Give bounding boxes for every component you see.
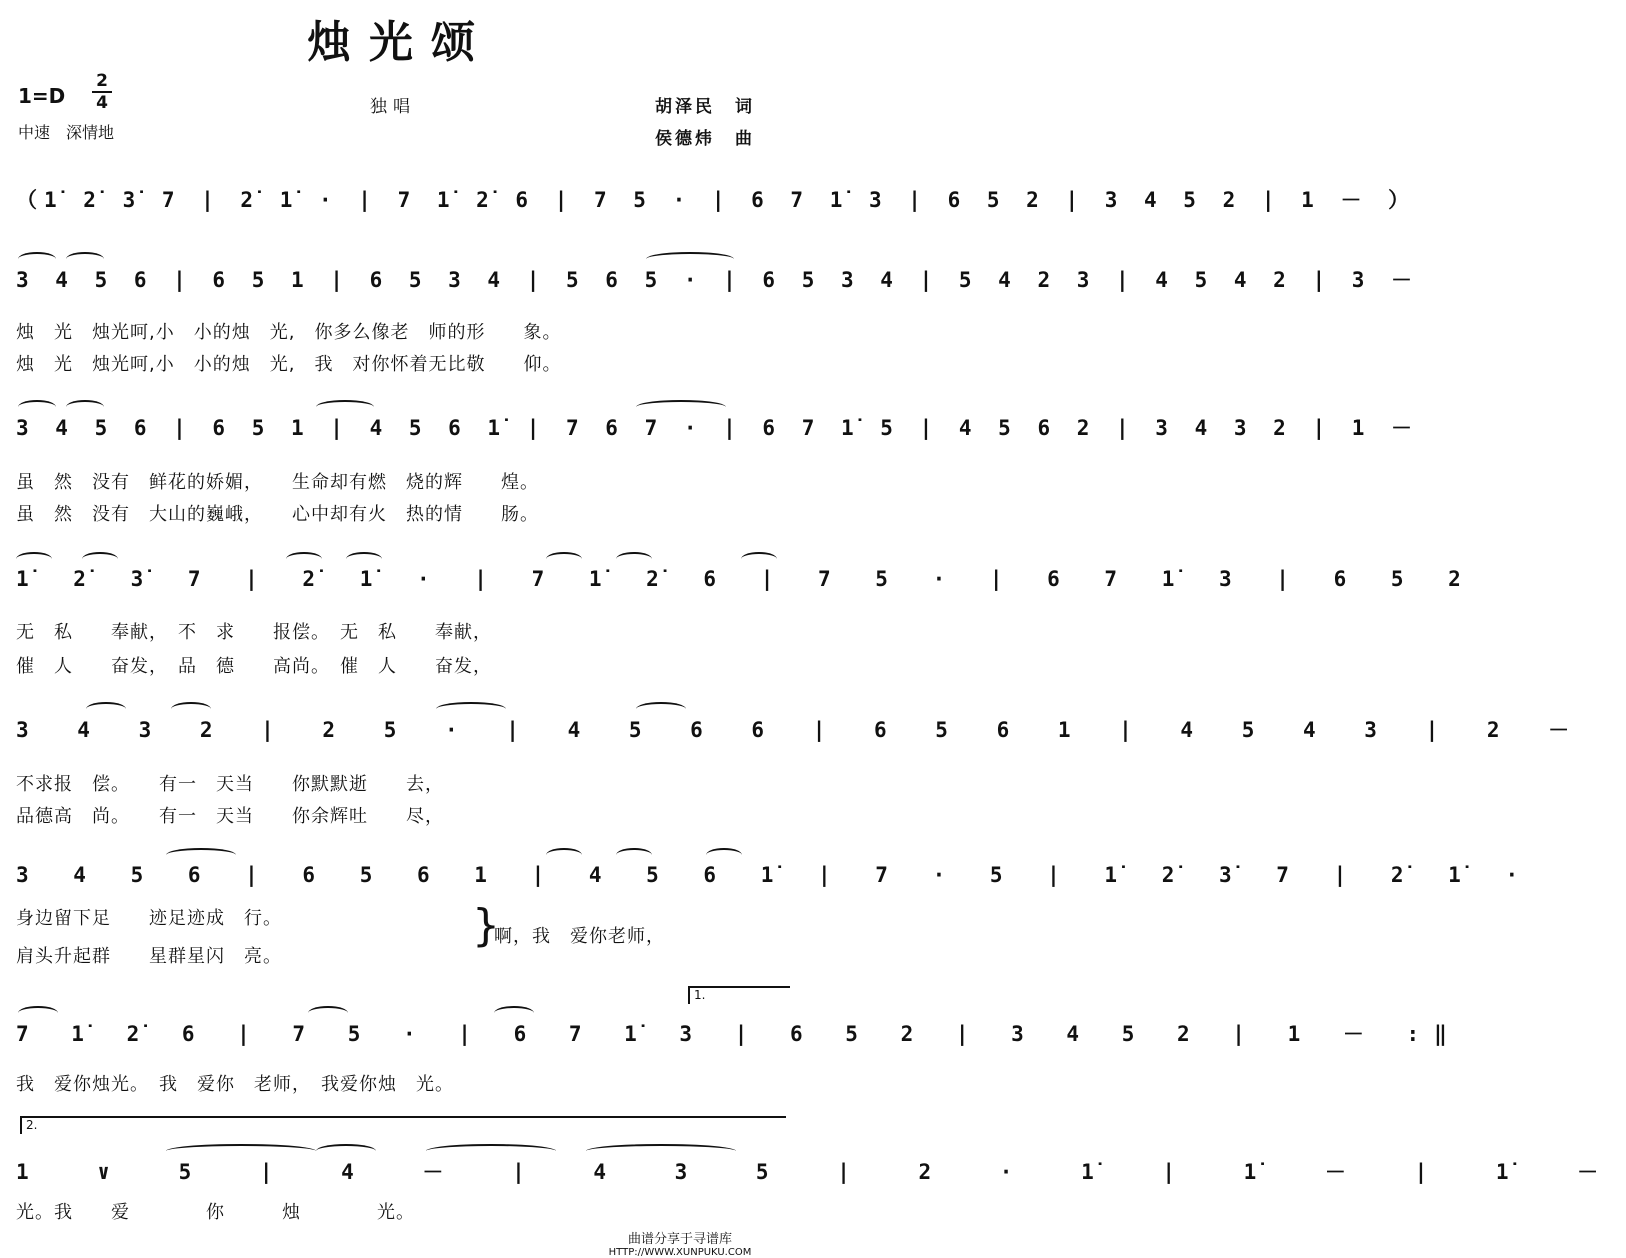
lyrics-row-5-verse-1: 身边留下足 迹足迹成 行。 bbox=[16, 908, 282, 929]
watermark bbox=[560, 1228, 800, 1258]
lyrics-row-5-refrain: 啊，我 爱你老师， bbox=[494, 926, 665, 947]
staff-row-5 bbox=[16, 852, 1535, 896]
lyrics-row-3-verse-1: 无 私 奉献， 不 求 报偿。 无 私 奉献， bbox=[16, 622, 492, 643]
intro-staff bbox=[16, 176, 1417, 220]
performance-mode: 独唱 bbox=[370, 97, 416, 117]
watermark-title: 曲谱分享于寻谱库 bbox=[627, 1232, 732, 1247]
staff-row-6 bbox=[16, 1010, 1462, 1054]
lyrics-row-7: 光。我 爱 你 烛 光。 bbox=[16, 1202, 415, 1223]
notes-row-1: 3 4 5 6 | 6 5 1 | 6 5 3 4 | 5 6 5 · | 6 5 3 4 | 5 4 2 3 | 4 5 4 2 | 3 － bbox=[16, 268, 1420, 292]
tempo-marking: 中速 深情地 bbox=[18, 123, 115, 142]
notes-row-7: 1 ∨ 5 | 4 － | 4 3 5 | 2 · 1̇ | 1̇ － | 1̇ － bbox=[16, 1160, 1626, 1184]
lyrics-row-2-verse-2: 虽 然 没有 大山的巍峨， 心中却有火 热的情 肠。 bbox=[16, 504, 539, 525]
lyrics-row-4-verse-2: 品德高 尚。 有一 天当 你余辉吐 尽， bbox=[16, 806, 444, 827]
key-signature: 1=D bbox=[18, 84, 66, 108]
lyrics-row-3-verse-2: 催 人 奋发， 品 德 高尚。 催 人 奋发， bbox=[16, 656, 492, 677]
staff-row-4 bbox=[16, 706, 1588, 750]
lyrics-row-1-verse-2: 烛 光 烛光呵,小 小的烛 光, 我 对你怀着无比敬 仰。 bbox=[16, 354, 562, 375]
staff-row-3 bbox=[16, 556, 1477, 600]
lyrics-row-1-verse-1: 烛 光 烛光呵,小 小的烛 光, 你多么像老 师的形 象。 bbox=[16, 322, 562, 343]
time-signature-top: 2 bbox=[96, 71, 108, 91]
verse-brace: } bbox=[472, 900, 500, 951]
staff-row-7 bbox=[16, 1148, 1626, 1192]
volta-2: 2. bbox=[20, 1116, 786, 1134]
page-title: 烛光颂 bbox=[307, 17, 493, 68]
watermark-url: HTTP://WWW.XUNPUKU.COM bbox=[608, 1247, 752, 1258]
volta-1: 1. bbox=[688, 986, 790, 1004]
time-signature-bottom: 4 bbox=[96, 93, 108, 113]
lyrics-row-4-verse-1: 不求报 偿。 有一 天当 你默默逝 去， bbox=[16, 774, 444, 795]
lyrics-row-6: 我 爱你烛光。 我 爱你 老师， 我爱你烛 光。 bbox=[16, 1074, 454, 1095]
time-signature bbox=[92, 72, 112, 112]
lyrics-row-2-verse-1: 虽 然 没有 鲜花的娇媚， 生命却有燃 烧的辉 煌。 bbox=[16, 472, 539, 493]
notes-row-4: 3 4 3 2 | 2 5 · | 4 5 6 6 | 6 5 6 1 | 4 5 4 3 | 2 － bbox=[16, 718, 1588, 742]
notes-row-6: 7 1̇ 2̇ 6 | 7 5 · | 6 7 1̇ 3 | 6 5 2 | 3 4 5 2 | 1 － :‖ bbox=[16, 1022, 1462, 1046]
composer-credit: 侯德炜 曲 bbox=[655, 129, 755, 149]
notes-row-2: 3 4 5 6 | 6 5 1 | 4 5 6 1̇ | 7 6 7 · | 6 7 1̇ 5 | 4 5 6 2 | 3 4 3 2 | 1 － bbox=[16, 416, 1420, 440]
lyricist-credit: 胡泽民 词 bbox=[655, 97, 755, 117]
notes-row-5: 3 4 5 6 | 6 5 6 1 | 4 5 6 1̇ | 7 · 5 | 1̇ 2̇ 3̇ 7 | 2̇ 1̇ · bbox=[16, 863, 1535, 887]
lyrics-row-5-verse-2: 肩头升起群 星群星闪 亮。 bbox=[16, 946, 282, 967]
staff-row-2 bbox=[16, 404, 1420, 448]
notes-row-3: 1̇ 2̇ 3̇ 7 | 2̇ 1̇ · | 7 1̇ 2̇ 6 | 7 5 · | 6 7 1̇ 3 | 6 5 2 bbox=[16, 567, 1477, 591]
staff-row-1 bbox=[16, 256, 1420, 300]
intro-notes: （1̇ 2̇ 3̇ 7 | 2̇ 1̇ · | 7 1̇ 2̇ 6 | 7 5 · | 6 7 1̇ 3 | 6 5 2 | 3 4 5 2 | 1 － ） bbox=[16, 188, 1417, 212]
